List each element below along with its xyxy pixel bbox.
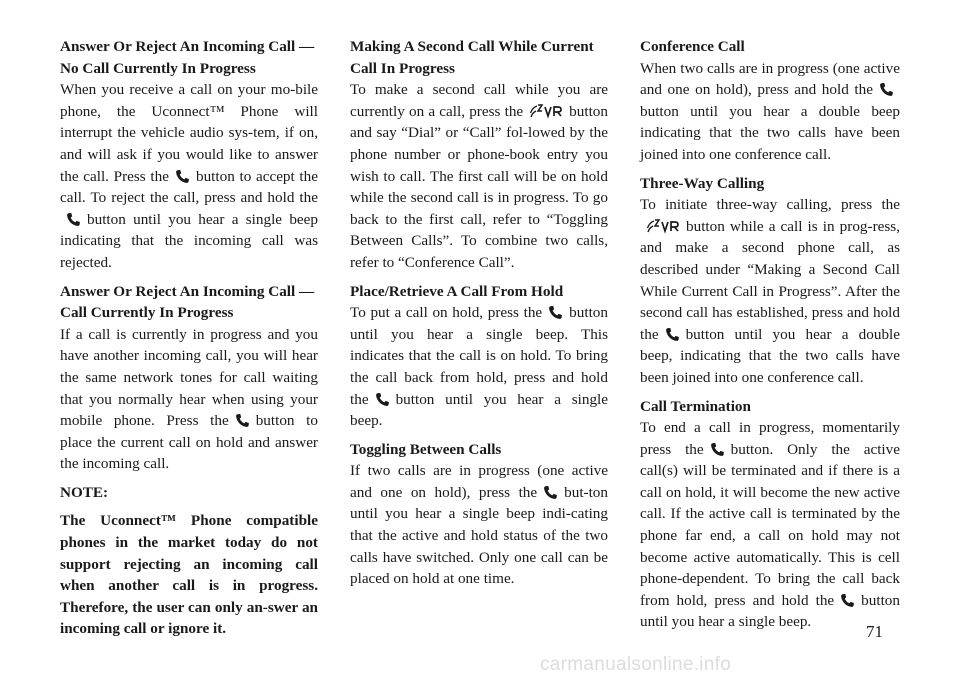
watermark: carmanualsonline.info <box>540 654 732 675</box>
note-block <box>60 482 318 640</box>
section-hold <box>350 281 608 432</box>
body-text: button until you hear a single beep. <box>640 591 900 631</box>
section-heading: Toggling Between Calls <box>350 440 502 458</box>
section-heading: Answer Or Reject An Incoming Call — No Call Currently In Progress <box>60 38 315 77</box>
body-text: To make a second call while you are currently on a call, press the <box>350 81 608 120</box>
body-text: When you receive a call on your mo-bile phone, the Uconnect™ Phone will interrupt the vehicle audio sys-tem, if on, and will ask if you would like to answer the call. Press the <box>60 81 318 185</box>
body-text: When two calls are in progress (one active and one on hold), press and hold the <box>640 59 900 99</box>
phone-icon <box>235 413 250 428</box>
section-heading: Answer Or Reject An Incoming Call — Call Currently In Progress <box>60 282 315 322</box>
note-text: The Uconnect™ Phone compatible phones in the market today do not support rejecting an incoming call when another call is in progress. Therefore, the user can only an-swer an incoming call or ignore it. <box>60 512 318 638</box>
phone-icon <box>710 442 725 457</box>
body-text: button to place the current call on hold and answer the incoming call. <box>60 412 318 473</box>
voice-command-icon <box>646 218 680 234</box>
section-answer-call-in-progress <box>60 281 318 475</box>
body-text: button and say “Dial” or “Call” fol-lowed by the phone number or phone-book entry you wish to call. The first call will be on hold while the second call is in progress. To go back to the first call, refer to “Toggling Between Calls”. To combine two calls, refer to “Conference Call”. <box>350 102 608 271</box>
section-body <box>60 79 318 273</box>
section-body <box>350 302 608 432</box>
section-termination <box>640 396 900 634</box>
section-heading: Making A Second Call While Current Call In Progress <box>350 38 594 77</box>
section-conference <box>640 36 900 166</box>
body-text: button until you hear a double beep indicating that the two calls have been joined into one conference call. <box>640 102 900 163</box>
section-heading: Conference Call <box>640 38 745 55</box>
body-text: If two calls are in progress (one active and one on hold), press the <box>350 462 608 501</box>
section-heading: Place/Retrieve A Call From Hold <box>350 282 564 300</box>
section-answer-no-call <box>60 36 318 274</box>
body-text: button until you hear a single beep. <box>350 390 608 430</box>
body-text: button until you hear a single beep indicating that the incoming call was rejected. <box>60 210 318 271</box>
body-text: To initiate three-way calling, press the <box>640 196 900 214</box>
column-middle <box>350 36 608 597</box>
phone-icon <box>375 392 390 407</box>
body-text: button until you hear a double beep, indicating that the two calls have been joined into one conference call. <box>640 325 900 386</box>
section-body <box>60 324 318 475</box>
section-body <box>640 58 900 166</box>
section-body <box>350 460 608 590</box>
section-three-way <box>640 173 900 389</box>
body-text: but-ton until you hear a single beep indi-cating that the active and hold status of the two calls have switched. Only one call can be placed on hold at one time. <box>350 483 608 588</box>
column-right <box>640 36 900 640</box>
section-body <box>640 194 900 388</box>
section-second-call <box>350 36 608 274</box>
column-left <box>60 36 318 647</box>
phone-icon <box>543 485 558 500</box>
section-body <box>350 79 608 273</box>
phone-icon <box>840 593 855 608</box>
phone-icon <box>175 169 190 184</box>
page-number: 71 <box>866 622 883 641</box>
phone-icon <box>548 305 563 320</box>
body-text: button until you hear a single beep. This indicates that the call is on hold. To bring the call back from hold, press and hold the <box>350 304 608 408</box>
body-text: To end a call in progress, momentarily press the <box>640 419 900 458</box>
phone-icon <box>66 212 81 227</box>
section-body <box>640 417 900 633</box>
section-toggling <box>350 439 608 590</box>
note-label: NOTE: <box>60 483 109 501</box>
body-text: To put a call on hold, press the <box>350 304 543 322</box>
section-heading: Call Termination <box>640 397 751 415</box>
voice-command-icon <box>529 103 563 119</box>
body-text: If a call is currently in progress and you have another incoming call, you will hear the same network tones for call waiting that you normally hear when using your mobile phone. Press the <box>60 325 318 430</box>
body-text: button to accept the call. To reject the call, press and hold the <box>60 167 318 207</box>
section-heading: Three-Way Calling <box>640 174 765 192</box>
body-text: button while a call is in prog-ress, and make a second phone call, as described under “Making a Second Call While Current Call in Progress”. After the second call has established, press and hold the <box>640 217 900 343</box>
body-text: button. Only the active call(s) will be terminated and if there is a call on hold, it will become the new active call. If the active call is terminated by the phone far end, a call on hold may not become active automatically. This is cell phone-dependent. To bring the call back from hold, press and hold the <box>640 440 900 609</box>
phone-icon <box>665 327 680 342</box>
phone-icon <box>879 82 894 97</box>
